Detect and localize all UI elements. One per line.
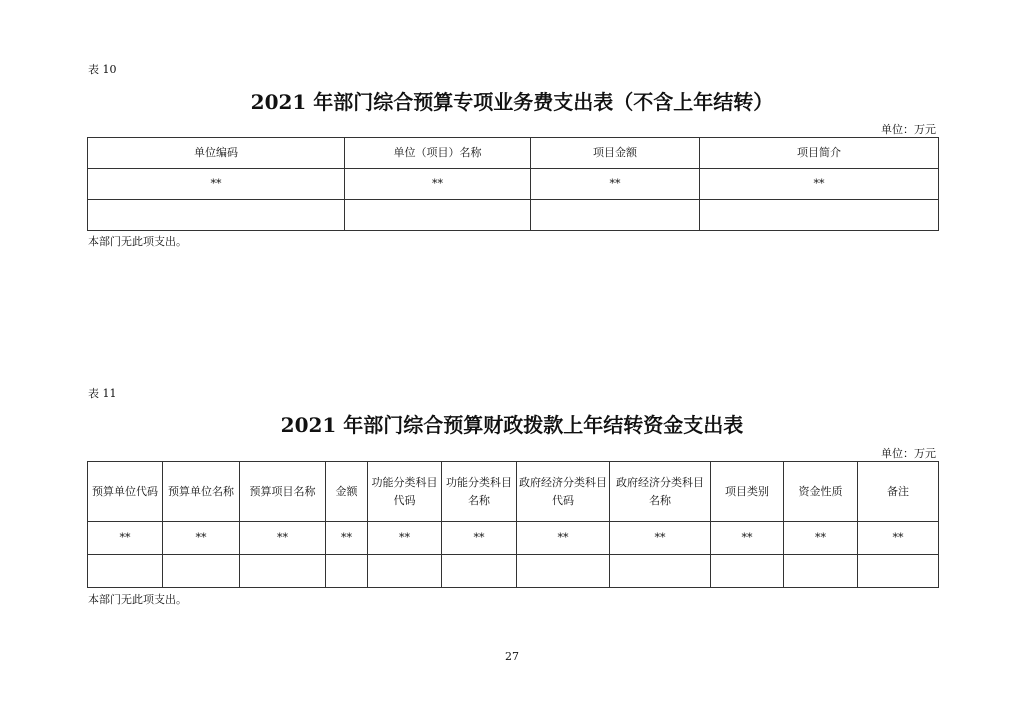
table11-cell: ** xyxy=(163,522,240,555)
empty-cell xyxy=(442,555,517,588)
empty-cell xyxy=(345,200,531,231)
table11-cell: ** xyxy=(326,522,368,555)
table11-header-cell: 预算单位代码 xyxy=(88,462,163,522)
table10-unit: 单位：万元 xyxy=(881,123,936,136)
table11-tag: 表 11 xyxy=(88,387,117,400)
table11-cell: ** xyxy=(711,522,784,555)
table10-cell: ** xyxy=(700,169,939,200)
table11-header-cell: 预算单位名称 xyxy=(163,462,240,522)
table11-header-cell: 政府经济分类科目名称 xyxy=(610,462,711,522)
table10-cell: ** xyxy=(531,169,700,200)
table11-note: 本部门无此项支出。 xyxy=(88,593,187,606)
table11-header-cell: 功能分类科目代码 xyxy=(368,462,442,522)
empty-cell xyxy=(784,555,858,588)
table11-header-cell: 功能分类科目名称 xyxy=(442,462,517,522)
empty-cell xyxy=(700,200,939,231)
empty-cell xyxy=(88,555,163,588)
table11-unit: 单位：万元 xyxy=(881,447,936,460)
table11-cell: ** xyxy=(858,522,939,555)
empty-cell xyxy=(531,200,700,231)
table10-header-cell: 项目简介 xyxy=(700,138,939,169)
table10-cell: ** xyxy=(345,169,531,200)
table11-header-cell: 政府经济分类科目代码 xyxy=(517,462,610,522)
table11-cell: ** xyxy=(240,522,326,555)
empty-cell xyxy=(240,555,326,588)
table11-header-cell: 备注 xyxy=(858,462,939,522)
page-number: 27 xyxy=(505,650,519,663)
table11-cell: ** xyxy=(517,522,610,555)
table11-header-row xyxy=(88,462,939,522)
table11-cell: ** xyxy=(442,522,517,555)
table10-tag: 表 10 xyxy=(88,63,117,76)
empty-cell xyxy=(163,555,240,588)
table11-cell: ** xyxy=(610,522,711,555)
table11-header-cell: 资金性质 xyxy=(784,462,858,522)
table-row-empty xyxy=(88,555,939,588)
table11-title: 2021 年部门综合预算财政拨款上年结转资金支出表 xyxy=(280,413,744,437)
table11-cell: ** xyxy=(368,522,442,555)
table10-header-cell: 单位编码 xyxy=(88,138,345,169)
table10 xyxy=(87,137,939,231)
table11-cell: ** xyxy=(784,522,858,555)
table11 xyxy=(87,461,939,588)
table10-title: 2021 年部门综合预算专项业务费支出表（不含上年结转） xyxy=(250,90,774,114)
table10-note: 本部门无此项支出。 xyxy=(88,235,187,248)
table-row xyxy=(88,169,939,200)
table-row-empty xyxy=(88,200,939,231)
table10-cell: ** xyxy=(88,169,345,200)
table-row xyxy=(88,522,939,555)
empty-cell xyxy=(517,555,610,588)
empty-cell xyxy=(711,555,784,588)
empty-cell xyxy=(610,555,711,588)
empty-cell xyxy=(326,555,368,588)
table11-header-cell: 金额 xyxy=(326,462,368,522)
table11-cell: ** xyxy=(88,522,163,555)
table11-header-cell: 预算项目名称 xyxy=(240,462,326,522)
table11-header-cell: 项目类别 xyxy=(711,462,784,522)
empty-cell xyxy=(88,200,345,231)
table10-header-row xyxy=(88,138,939,169)
empty-cell xyxy=(368,555,442,588)
table10-header-cell: 项目金额 xyxy=(531,138,700,169)
empty-cell xyxy=(858,555,939,588)
table10-header-cell: 单位（项目）名称 xyxy=(345,138,531,169)
